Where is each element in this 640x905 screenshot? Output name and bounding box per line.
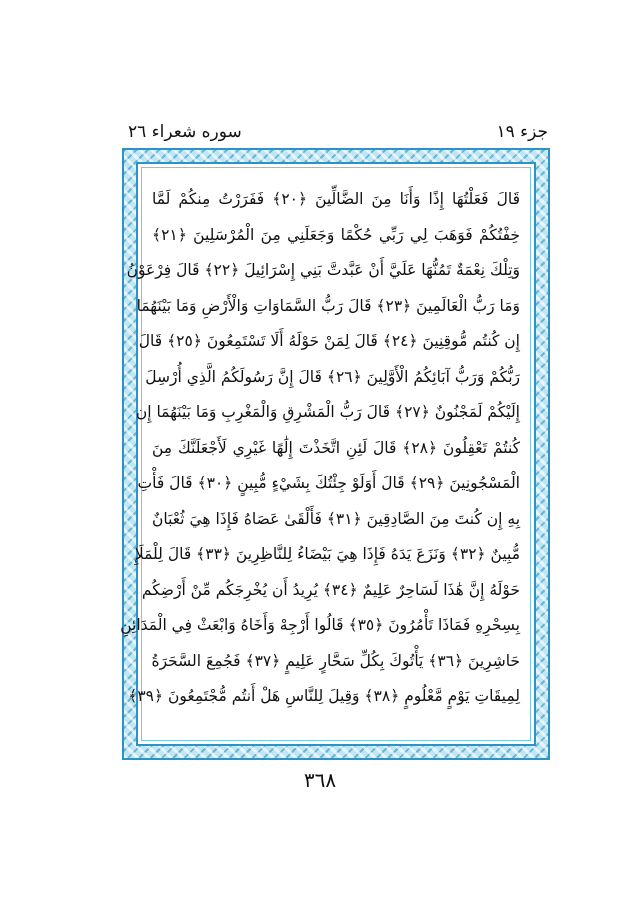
text-line: بِهِ إِن كُنتَ مِنَ الصَّادِقِينَ ﴿٣١﴾ فَأَلْقَىٰ عَصَاهُ فَإِذَا هِيَ ثُعْبَانٌ — [152, 509, 521, 528]
text-line: خِفْتُكُمْ فَوَهَبَ لِي رَبِّي حُكْمًا وَجَعَلَنِي مِنَ الْمُرْسَلِينَ ﴿٢١﴾ — [152, 225, 520, 244]
text-line: بِسِحْرِهِ فَمَاذَا تَأْمُرُونَ ﴿٣٥﴾ قَالُوا أَرْجِهْ وَأَخَاهُ وَابْعَثْ فِي الْمَدَائِنِ — [120, 616, 520, 634]
text-line: الْمَسْجُونِينَ ﴿٢٩﴾ قَالَ أَوَلَوْ جِئْتُكَ بِشَيْءٍ مُّبِينٍ ﴿٣٠﴾ قَالَ فَأْتِ — [137, 474, 520, 492]
text-line: مُّبِينٌ ﴿٣٢﴾ وَنَزَعَ يَدَهُ فَإِذَا هِيَ بَيْضَاءُ لِلنَّاظِرِينَ ﴿٣٣﴾ قَالَ لِلْمَلَإِ — [134, 545, 520, 563]
text-line: رَبُّكُمْ وَرَبُّ آبَائِكُمُ الْأَوَّلِينَ ﴿٢٦﴾ قَالَ إِنَّ رَسُولَكُمُ الَّذِي أُرْسِلَ — [145, 367, 520, 386]
text-panel — [120, 162, 536, 746]
text-line: إِن كُنتُم مُّوقِنِينَ ﴿٢٤﴾ قَالَ لِمَنْ حَوْلَهُ أَلَا تَسْتَمِعُونَ ﴿٢٥﴾ قَالَ — [138, 332, 520, 350]
text-line: وَمَا رَبُّ الْعَالَمِينَ ﴿٢٣﴾ قَالَ رَبُّ السَّمَاوَاتِ وَالْأَرْضِ وَمَا بَيْنَهُمَا — [136, 296, 520, 315]
text-line: حَوْلَهُ إِنَّ هَٰذَا لَسَاحِرٌ عَلِيمٌ ﴿٣٤﴾ يُرِيدُ أَن يُخْرِجَكُم مِّنْ أَرْضِكُم — [141, 580, 520, 599]
text-line: حَاشِرِينَ ﴿٣٦﴾ يَأْتُوكَ بِكُلِّ سَحَّارٍ عَلِيمٍ ﴿٣٧﴾ فَجُمِعَ السَّحَرَةُ — [151, 651, 520, 670]
ornamental-border — [122, 148, 550, 760]
text-line: إِلَيْكُمْ لَمَجْنُونٌ ﴿٢٧﴾ قَالَ رَبُّ الْمَشْرِقِ وَالْمَغْرِبِ وَمَا بَيْنَهُمَا إِن — [135, 403, 520, 421]
text-line: وَتِلْكَ نِعْمَةٌ تَمُنُّهَا عَلَيَّ أَنْ عَبَّدتَّ بَنِي إِسْرَائِيلَ ﴿٢٢﴾ قَالَ فِرْعَوْنُ — [126, 261, 520, 279]
page-number: ٣٦٨ — [303, 768, 337, 792]
surah-label: سوره شعراء ٢٦ — [128, 122, 242, 142]
text-line: قَالَ فَعَلْتُهَا إِذًا وَأَنَا مِنَ الضَّالِّينَ ﴿٢٠﴾ فَفَرَرْتُ مِنكُمْ لَمَّا — [152, 190, 520, 208]
text-line: لِمِيقَاتِ يَوْمٍ مَّعْلُومٍ ﴿٣٨﴾ وَقِيلَ لِلنَّاسِ هَلْ أَنتُم مُّجْتَمِعُونَ ﴿٣٩﴾ — [128, 687, 520, 705]
page-header — [128, 120, 548, 144]
text-line: كُنتُمْ تَعْقِلُونَ ﴿٢٨﴾ قَالَ لَئِنِ اتَّخَذْتَ إِلَٰهًا غَيْرِي لَأَجْعَلَنَّكَ مِنَ — [152, 438, 520, 457]
juz-label: جزء ١٩ — [496, 122, 548, 142]
verse-text — [120, 182, 521, 730]
